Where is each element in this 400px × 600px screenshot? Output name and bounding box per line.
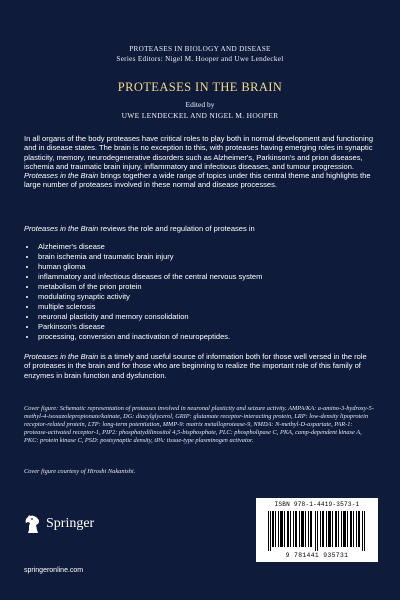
reviews-intro: [24, 224, 374, 233]
cover-figure-credit: Cover figure courtesy of Hiroshi Nakanishi.: [24, 468, 136, 475]
series-editors: Series Editors: Nigel M. Hooper and Uwe Lendeckel: [116, 55, 284, 63]
book-title-italic: Proteases in the Brain: [24, 352, 99, 361]
reviews-intro-text: reviews the role and regulation of proteases in: [98, 224, 255, 233]
list-item: • inflammatory and infectious diseases of the central nervous system: [37, 272, 377, 282]
book-title: PROTEASES IN THE BRAIN: [117, 80, 283, 94]
audience-text: is a timely and useful source of information both for those well versed in the role of proteases in the brain and for those who are beginning to realize the important role of this family of enzymes in brain function and dysfunction.: [24, 352, 367, 380]
series-header: [0, 44, 400, 64]
publisher-logo: [24, 514, 94, 534]
barcode-bars-icon: [268, 511, 366, 551]
audience-paragraph: [24, 352, 374, 380]
cover-figure-caption: Cover figure: Schematic representation of proteases involved in neuronal plasticity and seizure activity. AMPA/KA: a-amino-3-hydroxy-5-methyl-4-isoxazolepropionate/kainate, DG: diacylglycerol, GRIP: glutamate receptor-interacting protein, LRP: low-density lipoprotein receptor-related protein, LTP: long-term potentiation, MMP-9: matrix metalloprotease-9, NMDA: N-methyl-D-aspartate, PAR-1: protease-activated receptor-1, PIP2: phosphatydilinositol 4,5-bisphosphate, PLC: phospholipase C, PKA, camp-dependent kinase A, PKC: protein kinase C, PSD: postsynaptic density, tPA: tissue-type plasminogen activator.: [24, 405, 374, 445]
list-item: • processing, conversion and inactivation of neuropeptides.: [37, 332, 377, 342]
publisher-name: Springer: [46, 516, 95, 531]
editors-block: [0, 100, 400, 121]
list-item: • Parkinson's disease: [37, 322, 377, 332]
topics-list: [24, 242, 377, 342]
isbn-label: ISBN 978-1-4419-3573-1: [274, 501, 360, 508]
series-name: PROTEASES IN BIOLOGY AND DISEASE: [129, 45, 271, 53]
list-item: • neuronal plasticity and memory consolidation: [37, 312, 377, 322]
description-continued: brings together a wide range of topics under this central theme and highlights the large number of proteases involved in these normal and disease processes.: [24, 171, 371, 190]
list-item: • brain ischemia and traumatic brain injury: [37, 252, 377, 262]
book-title-italic: Proteases in the Brain: [24, 171, 99, 181]
editors-names: UWE LENDECKEL AND NIGEL M. HOOPER: [121, 110, 279, 120]
barcode: [256, 498, 378, 562]
list-item: • metabolism of the prion protein: [37, 282, 377, 292]
book-title-italic: Proteases in the Brain: [24, 224, 99, 233]
description-text: In all organs of the body proteases have critical roles to play both in normal development and functioning and in disease states. The brain is no exception to this, with proteases having emerging roles in synaptic plasticity, memory, neurodegenerative disorders such as Alzheimer's, Parkinson's and prion diseases, ischemia and traumatic brain injury, inflammatory and infectious diseases, and tumour progression.: [24, 134, 374, 171]
description-paragraph: [24, 134, 374, 190]
list-item: • modulating synaptic activity: [37, 292, 377, 302]
list-item: • human glioma: [37, 262, 377, 272]
barcode-number: 9 781441 935731: [285, 552, 349, 559]
springer-chess-knight-icon: [24, 514, 42, 534]
publisher-url: springeronline.com: [24, 567, 84, 574]
list-item: • Alzheimer's disease: [37, 242, 377, 252]
edited-by-label: Edited by: [185, 100, 215, 109]
list-item: • multiple sclerosis: [37, 302, 377, 312]
